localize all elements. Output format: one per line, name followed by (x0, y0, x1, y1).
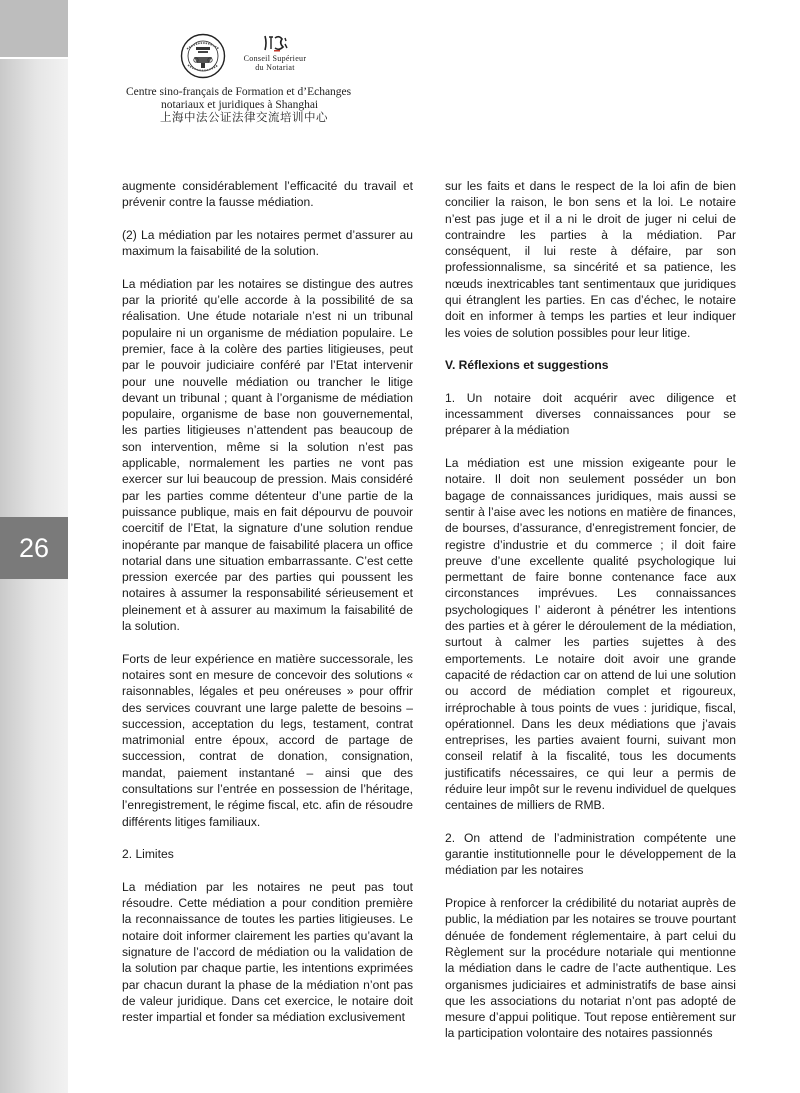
right-column (445, 178, 736, 1058)
paragraph: Propice à renforcer la crédibilité du notariat auprès de public, la médiation par les notaires se trouve pourtant dénuée de fondement réglementaire, à part celui du Règlement sur la procédure notariale qui mentionne la médiation dans le cadre de l’acte authentique. Les organismes judiciaires et administratifs de base ainsi que les associations du notariat n’ont pas adopté de mesure d’appui politique. Tout repose entièrement sur la participation volontaire des notaires passionnés (445, 896, 736, 1041)
section-subheading: 2. On attend de l’administration compétente une garantie institutionnelle pour le développement de la médiation par les notaires (445, 830, 736, 878)
csn-logo (233, 33, 317, 79)
section-heading: V. Réflexions et suggestions (445, 358, 609, 373)
centre-name-line1: Centre sino-français de Formation et d’Echanges (126, 86, 352, 98)
centre-name (126, 86, 386, 125)
left-column (122, 178, 413, 1042)
sidebar-top-band (0, 0, 68, 57)
centre-name-line2: notariaux et juridiques à Shanghai (161, 99, 319, 111)
csn-name-line1: Conseil Supérieur (243, 54, 307, 63)
header-logos (180, 33, 320, 83)
centre-name-chinese: 上海中法公证法律交流培训中心 (160, 112, 328, 124)
csn-emblem-icon (255, 33, 295, 53)
paragraph: (2) La médiation par les notaires permet d’assurer au maximum la faisabilité de la solution. (122, 227, 413, 259)
csn-name-line2: du Notariat (255, 63, 295, 72)
paragraph: Forts de leur expérience en matière successorale, les notaires sont en mesure de concevoir des solutions « raisonnables, légales et peu onéreuses » pour offrir des services couvrant une large palette de besoins – succession, acceptation du legs, testament, contrat matrimonial entre époux, accord de partage de succession, contrat de donation, consignation, mandat, paiement instantané – ainsi que des consultations sur l’entrée en possession de l’héritage, l’enregistrement, le régime fiscal, etc. afin de résoudre différents litiges familiaux. (122, 651, 413, 829)
paragraph: augmente considérablement l’efficacité du travail et prévenir contre la fausse médiation. (122, 179, 413, 210)
header-rule (0, 57, 800, 59)
section-subheading: 2. Limites (122, 847, 174, 862)
centre-seal-logo (180, 33, 226, 79)
paragraph: La médiation par les notaires ne peut pas tout résoudre. Cette médiation a pour condition première la reconnaissance de toutes les parties litigieuses. Le notaire doit informer clairement les parties qu’avant la signature de l’accord de médiation ou la validation de la solution par chaque partie, les intentions exprimées par chacun durant la phase de la médiation n’ont pas de valeur juridique. Dans cet exercice, le notaire doit rester impartial et fonder sa médiation exclusivement (122, 879, 413, 1025)
page-number-box (0, 517, 68, 579)
section-subheading: 1. Un notaire doit acquérir avec diligence et incessamment diverses connaissances pour se préparer à la médiation (445, 390, 736, 438)
paragraph: La médiation est une mission exigeante pour le notaire. Il doit non seulement posséder un bon bagage de connaissances juridiques, mais aussi se sentir à l’aise avec les notions en matière de finances, de bourses, d’assurance, d’enregistrement foncier, de registre d’industrie et du commerce ; il doit faire preuve d’une excellente qualité psychologique lui permettant de faire bonne contenance face aux circonstances imprévues. Les connaissances psychologiques l’ aideront à pénétrer les intentions des parties et à gérer le déroulement de la médiation, surtout à calmer les parties sujettes à des emportements. Le notaire doit avoir une grande capacité de rédaction car on attend de lui une solution ou accord de médiation complet et rigoureux, irréprochable à tous points de vues : juridique, fiscal, opérationnel. Dans les deux médiations que j’avais entreprises, les parties avaient fourni, suivant mon conseil relatif à la fiscalité, tous les documents justificatifs nécessaires, ce qui leur a permis de réduire leur impôt sur le revenu individuel de quelques centaines de milliers de RMB. (445, 456, 736, 813)
page-number: 26 (18, 532, 50, 563)
paragraph: sur les faits et dans le respect de la loi afin de bien concilier la raison, le bon sens et la loi. Le notaire n’est pas juge et il a ni le droit de juger ni celui de contraindre les parties à la médiation. Par conséquent, il lui reste à défaire, par son professionnalisme, sa sincérité et sa patience, les nœuds inextricables tant sentimentaux que juridiques qui étranglent les parties. En cas d’échec, le notaire doit en informer à temps les parties et leur indiquer les voies de solution possibles pour leur litige. (445, 179, 736, 340)
paragraph: La médiation par les notaires se distingue des autres par la priorité qu’elle accorde à la possibilité de sa réalisation. Une étude notariale n’est ni un tribunal populaire ni un organisme de médiation populaire. Le premier, face à la colère des parties litigieuses, peut par le pouvoir judiciaire conféré par l’Etat intervenir pour une nouvelle médiation ou trancher le litige devant un tribunal ; quant à l’organisme de médiation populaire, organisme de base non gouvernemental, les parties litigieuses n’attendent pas beaucoup de son intervention, même si la solution n’est pas applicable, normalement les parties ne vont pas exercer sur lui beaucoup de pression. Mais considéré par les parties comme détenteur d’une partie de la puissance publique, mais en fait dépourvu de pouvoir coercitif de l’Etat, la signature d’une solution rendue inopérante par manque de faisabilité placera un office notarial dans une situation embarrassante. C’est cette pression exercée par des parties qui poussent les notaires à assumer la responsabilité sérieusement et pleinement et à assurer au maximum la faisabilité de la solution. (122, 276, 413, 634)
page-sidebar (0, 0, 68, 1093)
